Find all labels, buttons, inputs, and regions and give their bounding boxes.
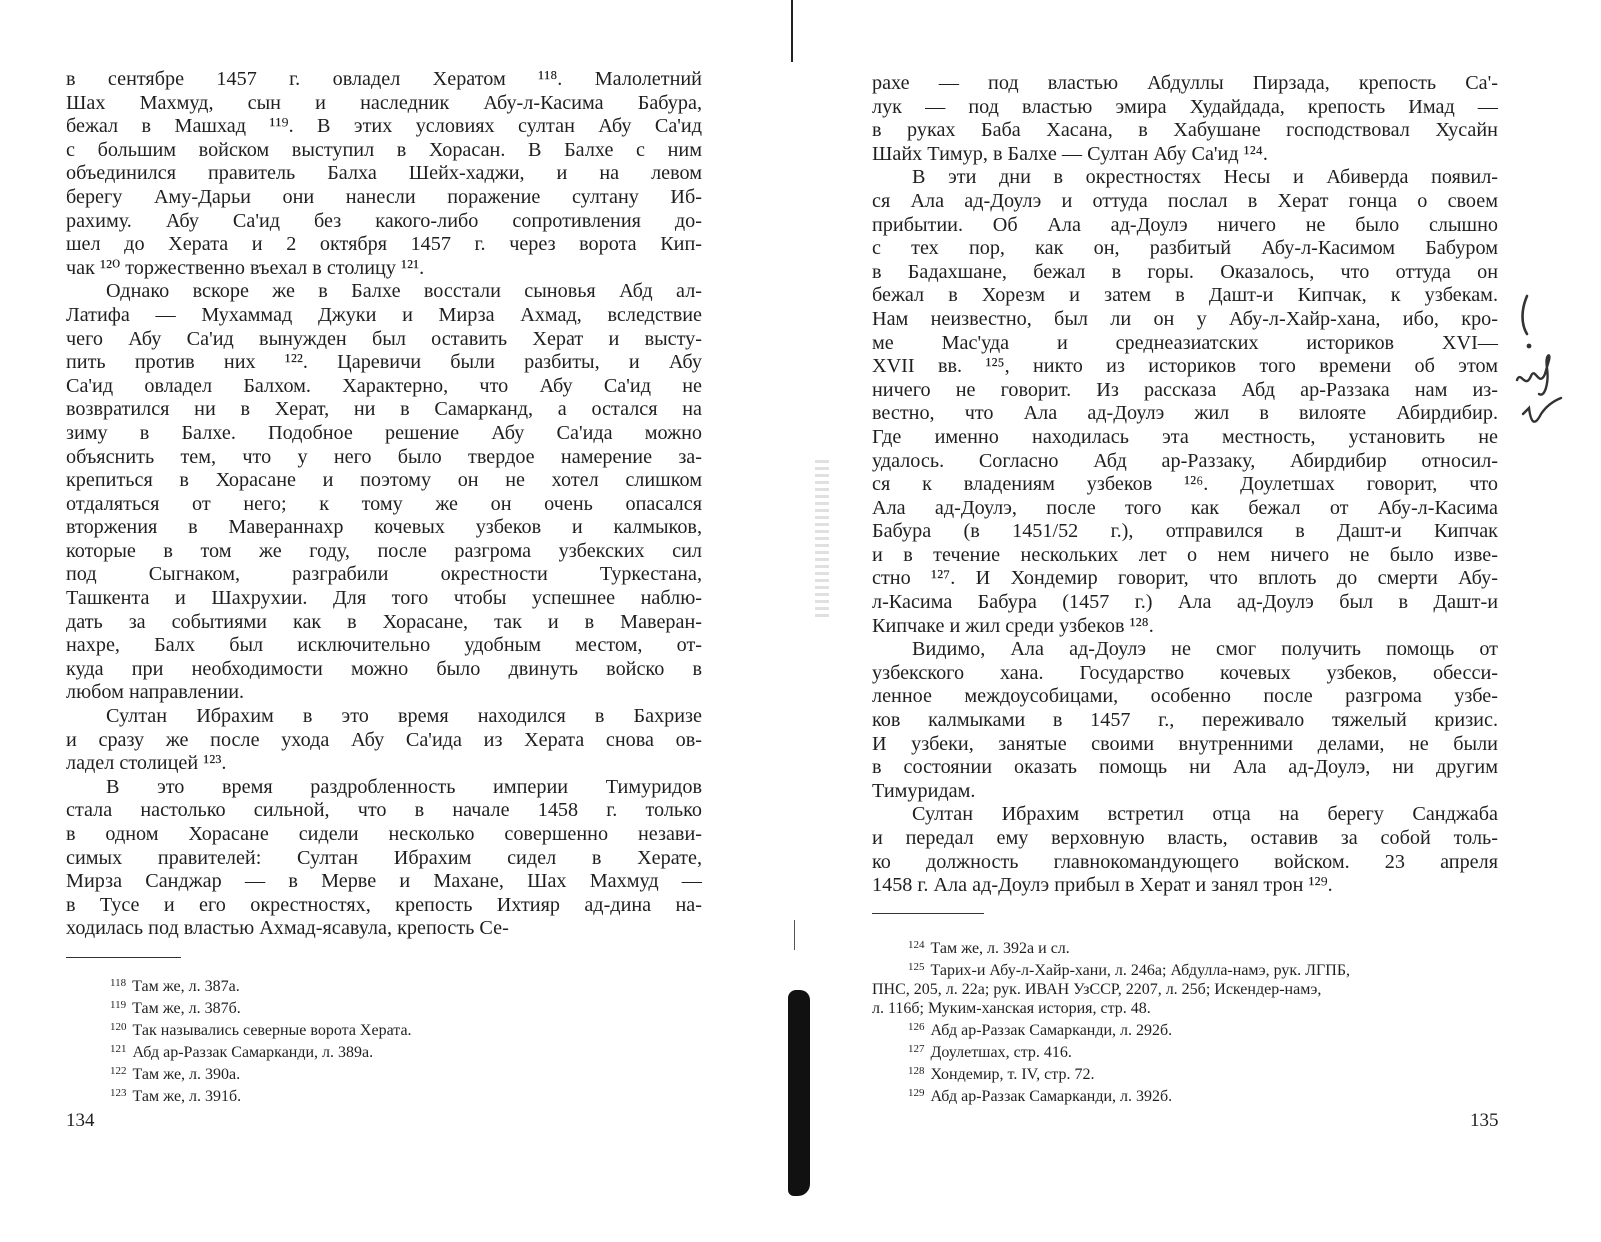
right-footnote-rule [872, 913, 984, 914]
footnote-number: 128 [908, 1065, 925, 1077]
text-line: чего Абу Са'ид вынужден был оставить Херат и высту- [66, 327, 702, 350]
footnote-text: Там же, л. 392а и сл. [930, 940, 1070, 957]
footnote [872, 936, 1498, 958]
footnote-text: Хондемир, т. IV, стр. 72. [930, 1066, 1095, 1083]
text-line: в Бадахшане, бежал в горы. Оказалось, что оттуда он [872, 260, 1498, 283]
text-line: в руках Баба Хасана, в Хабушане господствовал Хусайн [872, 119, 1498, 142]
left-page-number: 134 [66, 1110, 95, 1131]
footnote [872, 1062, 1498, 1084]
text-line: с тех пор, как он, разбитый Абу-л-Касимом Бабуром [872, 237, 1498, 260]
right-page-text [872, 72, 1498, 898]
text-line: ков калмыками в 1457 г., переживало тяжелый кризис. [872, 709, 1498, 732]
text-line: 1458 г. Ала ад-Доулэ прибыл в Херат и занял трон ¹²⁹. [872, 874, 1333, 897]
text-line: зиму в Балхе. Подобное решение Абу Са'ида можно [66, 421, 702, 444]
text-line: лук — под властью эмира Худайдада, крепость Имад — [872, 95, 1498, 118]
text-line: берегу Аму-Дарьи они нанесли поражение султану Иб- [66, 185, 702, 208]
text-line: нахре, Балх был исключительно удобным местом, от- [66, 634, 702, 657]
text-line: Султан Ибрахим в это время находился в Бахризе [106, 705, 702, 728]
text-line: Однако вскоре же в Балхе восстали сыновья Абд ал- [106, 280, 702, 303]
paragraph [872, 803, 1498, 897]
gutter-tick [794, 920, 795, 950]
footnote [110, 996, 412, 1018]
text-line: ходилась под властью Ахмад-ясавула, крепость Се- [66, 917, 509, 940]
text-line: в одном Хорасане сидели несколько совершенно незави- [66, 823, 702, 845]
text-line: Где именно находилась эта местность, установить не [872, 425, 1498, 448]
text-line: ладел столицей ¹²³. [66, 752, 227, 775]
footnote-number: 124 [908, 939, 925, 951]
footnote [110, 1062, 412, 1084]
text-line: ся к владениям узбеков ¹²⁶. Доулетшах говорит, что [872, 473, 1498, 496]
text-line: крепиться в Хорасане и поэтому он не хотел слишком [66, 469, 702, 492]
footnote-number: 123 [110, 1087, 127, 1099]
text-line: и в течение нескольких лет о нем ничего не было изве- [872, 543, 1498, 566]
footnote-number: 125 [908, 961, 925, 973]
footnote-number: 119 [110, 999, 127, 1011]
footnote-text: Там же, л. 391б. [132, 1088, 242, 1105]
footnote [110, 1040, 412, 1062]
text-line: В это время раздробленность империи Тимуридов [106, 775, 702, 798]
footnote-text: Там же, л. 387б. [132, 1000, 241, 1017]
footnote-continuation [872, 999, 1498, 1018]
paragraph [66, 776, 702, 941]
footnote-number: 127 [908, 1043, 925, 1055]
text-line: вторжения в Мавераннахр кочевых узбеков и калмыков, [66, 516, 702, 539]
text-line: отдаляться от него; к тому же он очень опасался [66, 492, 702, 515]
footnote-text: ПНС, 205, л. 22а; рук. ИВАН УзССР, 2207, л. 25б; Искендер-намэ, [872, 981, 1322, 998]
text-line: Видимо, Ала ад-Доулэ не смог получить помощь от [912, 638, 1498, 661]
text-line: бежал в Машхад ¹¹⁹. В этих условиях султан Абу Са'ид [66, 115, 702, 138]
footnote [110, 1018, 412, 1040]
text-line: и передал ему верховную власть, оставив за собой толь- [872, 827, 1498, 849]
gutter-specks [815, 460, 829, 620]
paragraph [872, 72, 1498, 166]
text-line: Султан Ибрахим встретил отца на берегу Санджаба [912, 803, 1498, 826]
handwritten-margin-note-icon [1515, 290, 1575, 430]
paragraph [872, 638, 1498, 803]
footnote-number: 122 [110, 1065, 127, 1077]
text-line: Бабура (в 1451/52 г.), отправился в Дашт-и Кипчак [872, 520, 1498, 543]
text-line: в Тусе и его окрестностях, крепость Ихтияр ад-дина на- [66, 893, 702, 916]
text-line: стно ¹²⁷. И Хондемир говорит, что вплоть до смерти Абу- [872, 567, 1498, 590]
footnote-text: Доулетшах, стр. 416. [930, 1044, 1072, 1061]
text-line: Тимуридам. [872, 779, 976, 802]
text-line: которые в том же году, после разгрома узбекских сил [66, 539, 702, 562]
text-line: под Сыгнаком, разграбили окрестности Туркестана, [66, 563, 702, 586]
text-line: чак ¹²⁰ торжественно въехал в столицу ¹²¹. [66, 256, 425, 279]
footnote [872, 1040, 1498, 1062]
text-line: симых правителей: Султан Ибрахим сидел в Херате, [66, 846, 702, 869]
text-line: Нам неизвестно, был ли он у Абу-л-Хайр-хана, ибо, кро- [872, 307, 1498, 330]
gutter-ink-blot [788, 990, 810, 1196]
text-line: Шах Махмуд, сын и наследник Абу-л-Касима Бабура, [66, 91, 702, 114]
footnote-text: Абд ар-Раззак Самарканди, л. 389а. [132, 1044, 374, 1061]
text-line: с большим войском выступил в Хорасан. В Балхе с ним [66, 138, 702, 161]
text-line: ся Ала ад-Доулэ и оттуда послал в Херат гонца о своем [872, 189, 1498, 212]
text-line: рахиму. Абу Са'ид без какого-либо сопротивления до- [66, 209, 702, 232]
right-page-number: 135 [1470, 1110, 1499, 1131]
text-line: В эти дни в окрестностях Несы и Абиверда появил- [912, 166, 1498, 189]
gutter-line [791, 0, 793, 62]
text-line: удалось. Согласно Абд ар-Раззаку, Абирдибир относил- [872, 449, 1498, 472]
footnote-number: 118 [110, 977, 127, 989]
paragraph [66, 705, 702, 776]
text-line: стала настолько сильной, что в начале 1458 г. только [66, 799, 702, 822]
text-line: шел до Херата и 2 октября 1457 г. через ворота Кип- [66, 233, 702, 256]
footnote-text: Там же, л. 390а. [132, 1066, 241, 1083]
text-line: пить против них ¹²². Царевичи были разбиты, и Абу [66, 351, 702, 374]
right-footnotes [872, 936, 1498, 1106]
text-line: ме Мас'уда и среднеазиатских историков XVI— [872, 331, 1498, 354]
footnote-number: 126 [908, 1021, 925, 1033]
footnote [110, 974, 412, 996]
footnote [110, 1084, 412, 1106]
footnote-text: Так назывались северные ворота Херата. [132, 1022, 412, 1039]
text-line: XVII вв. ¹²⁵, никто из историков того времени об этом [872, 355, 1498, 378]
text-line: Латифа — Мухаммад Джуки и Мирза Ахмад, вследствие [66, 303, 702, 326]
text-line: Ала ад-Доулэ, после того как бежал от Абу-л-Касима [872, 496, 1498, 519]
text-line: в состоянии оказать помощь ни Ала ад-Доулэ, ни другим [872, 756, 1498, 779]
footnote [872, 1084, 1498, 1106]
text-line: объяснить тем, что у него было твердое намерение за- [66, 445, 702, 468]
text-line: в сентябре 1457 г. овладел Хератом ¹¹⁸. Малолетний [66, 68, 702, 90]
paragraph [66, 68, 702, 280]
text-line: ничего не говорит. Из рассказа Абд ар-Раззака нам из- [872, 378, 1498, 401]
text-line: объединился правитель Балха Шейх-хаджи, и на левом [66, 162, 702, 185]
footnote [872, 958, 1498, 980]
footnote-number: 120 [110, 1021, 127, 1033]
footnote-text: Абд ар-Раззак Самарканди, л. 392б. [930, 1088, 1173, 1105]
footnote-number: 129 [908, 1087, 925, 1099]
text-line: бежал в Хорезм и затем в Дашт-и Кипчак, к узбекам. [872, 284, 1498, 307]
text-line: рахе — под властью Абдуллы Пирзада, крепость Са'- [872, 72, 1498, 94]
footnote-text: Там же, л. 387а. [132, 978, 240, 995]
text-line: И узбеки, занятые своими внутренними делами, не были [872, 732, 1498, 755]
text-line: любом направлении. [66, 681, 245, 704]
footnote-text: Тарих-и Абу-л-Хайр-хани, л. 246а; Абдулла-намэ, рук. ЛГПБ, [930, 962, 1351, 979]
footnote-text: Абд ар-Раззак Самарканди, л. 292б. [930, 1022, 1173, 1039]
footnote [872, 1018, 1498, 1040]
text-line: ко должность главнокомандующего войском. 23 апреля [872, 850, 1498, 873]
paragraph [66, 280, 702, 705]
text-line: дать за событиями как в Хорасане, так и в Маверан- [66, 610, 702, 633]
footnote-text: л. 116б; Муким-ханская история, стр. 48. [872, 1000, 1151, 1017]
text-line: и сразу же после ухода Абу Са'ида из Херата снова ов- [66, 728, 702, 751]
text-line: ленное междоусобицами, особенно после разгрома узбе- [872, 685, 1498, 708]
text-line: возвратился ни в Херат, ни в Самарканд, а остался на [66, 398, 702, 421]
text-line: Шайх Тимур, в Балхе — Султан Абу Са'ид ¹²⁴. [872, 142, 1268, 165]
text-line: вестно, что Ала ад-Доулэ жил в вилояте Абирдибир. [872, 402, 1498, 425]
left-footnote-rule [66, 957, 181, 958]
text-line: Кипчаке и жил среди узбеков ¹²⁸. [872, 614, 1154, 637]
text-line: узбекского хана. Государство кочевых узбеков, обесси- [872, 661, 1498, 684]
footnote-number: 121 [110, 1043, 127, 1055]
text-line: Мирза Санджар — в Мерве и Махане, Шах Махмуд — [66, 870, 702, 893]
text-line: куда при необходимости можно было двинуть войско в [66, 657, 702, 680]
text-line: л-Касима Бабура (1457 г.) Ала ад-Доулэ был в Дашт-и [872, 591, 1498, 614]
paragraph [872, 166, 1498, 638]
footnote-continuation [872, 980, 1498, 999]
text-line: прибытии. Об Ала ад-Доулэ ничего не было слышно [872, 213, 1498, 236]
left-page-text [66, 68, 702, 941]
text-line: Са'ид овладел Балхом. Характерно, что Абу Са'ид не [66, 374, 702, 397]
text-line: Ташкента и Шахрухии. Для того чтобы успешнее наблю- [66, 587, 702, 610]
left-footnotes [110, 974, 412, 1106]
